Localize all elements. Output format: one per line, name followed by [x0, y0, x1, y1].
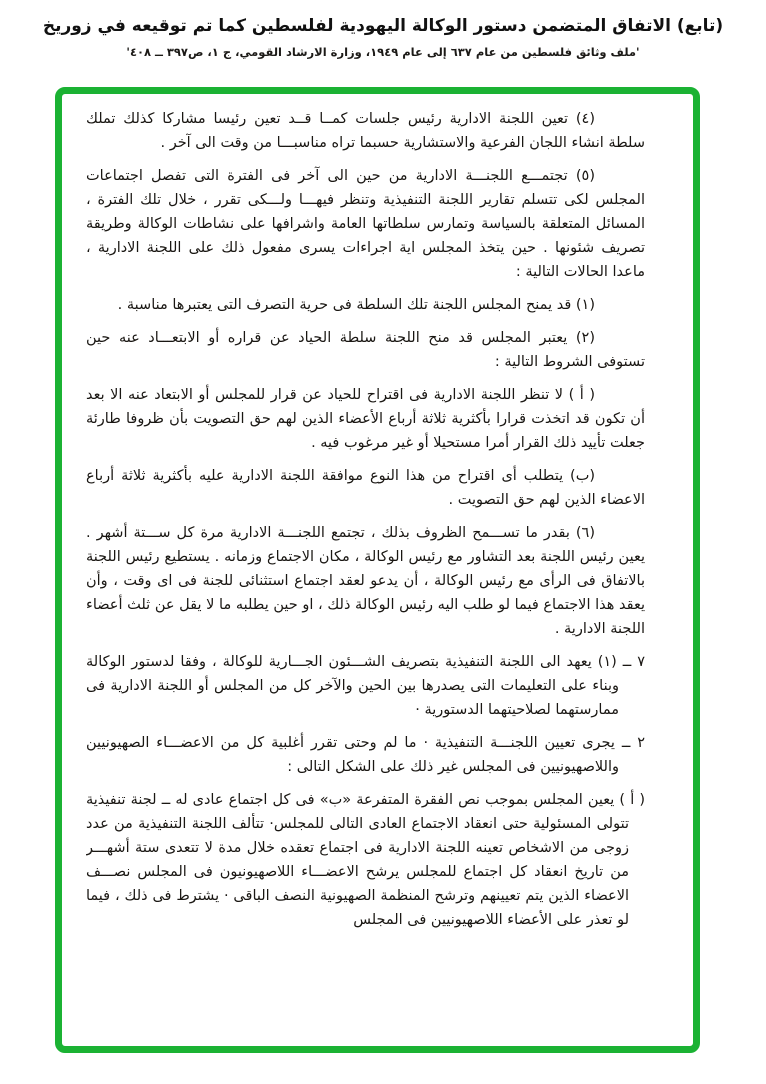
article-7-item-2: ٢ ــ يجرى تعيين اللجنـــة التنفيذية · ما لم وحتى تقرر أغلبية كل من الاعضـــاء الصهيونيين واللاصهيونيين فى المجلس غير ذلك على الشكل التالى :	[86, 735, 645, 775]
clause-5-item-2-a: ( أ ) لا تنظر اللجنة الادارية فى اقتراح للحياد عن قرار للمجلس أو الابتعاد عنه الا بعد أن تكون قد اتخذت قرارا بأكثرية ثلاثة أرباع الأعضاء الذين لهم حق التصويت بأن ظروفا طارئة جعلت تأييد ذلك القرار أمرا مستحيلا أو غير مرغوب فيه .	[86, 387, 645, 451]
source-citation: 'ملف وثائق فلسطين من عام ٦٣٧ إلى عام ١٩٤٩، وزارة الارشاد القومي، ج ١، ص٣٩٧ ــ ٤٠٨'	[126, 45, 640, 59]
clause-6: (٦) بقدر ما تســـمح الظروف بذلك ، تجتمع اللجنـــة الادارية مرة كل ســـتة أشهر . يعين رئيس اللجنة بعد التشاور مع رئيس الوكالة ، مكان الاجتماع وزمانه . يستطيع رئيس اللجنة بالاتفاق فى الرأى مع رئيس الوكالة ، أن يدعو لعقد اجتماع استثنائى للجنة فى اى وقت ، وأن يعقد هذا الاجتماع فيما لو طلب اليه رئيس الوكالة ذلك ، او حين يطلبه ما لا يقل عن ثلث أعضاء اللجنة الادارية .	[86, 525, 645, 637]
clause-5-item-2: (٢) يعتبر المجلس قد منح اللجنة سلطة الحياد عن قراره أو الابتعـــاد عنه حين تستوفى الشروط التالية :	[86, 330, 645, 370]
clause-5-item-2-b: (ب) يتطلب أى اقتراح من هذا النوع موافقة اللجنة الادارية عليه بأكثرية ثلاثة أرباع الاعضاء الذين لهم حق التصويت .	[86, 468, 645, 508]
doc-header	[0, 16, 766, 59]
highlight-frame	[55, 87, 700, 1053]
article-7-item-2-a: ( أ ) يعين المجلس بموجب نص الفقرة المتفرعة «ب» فى كل اجتماع عادى له ــ لجنة تنفيذية تتولى المسئولية حتى انعقاد الاجتماع العادى التالى للمجلس· تتألف اللجنة التنفيذية من عدد زوجى من الاشخاص تعينه اللجنة الادارية فى اجتماع تعقده خلال مدة لا تتعدى ستة أشهـــر من تاريخ انعقاد كل اجتماع للمجلس يرشح الاعضـــاء اللاصهيونيون فى المجلس نصـــف الاعضاء الذين يتم تعيينهم وترشح المنظمة الصهيونية النصف الباقى · يشترط فى ذلك ، فيما لو تعذر على الأعضاء اللاصهيونيين فى المجلس	[86, 792, 645, 928]
clause-5: (٥) تجتمـــع اللجنـــة الادارية من حين الى آخر فى الفترة التى تفصل اجتماعات المجلس لكى تتسلم تقارير اللجنة التنفيذية وتنظر فيهـــا ولـــكى تقرر ، خلال تلك الفترة ، المسائل المتعلقة بالسياسة وتمارس سلطاتها العامة واشرافها على نشاطات الوكالة وطريقة تصريف شئونها . حين يتخذ المجلس اية اجراءات يسرى مفعول ذلك على اللجنة الادارية ، ماعدا الحالات التالية :	[86, 168, 645, 280]
document-text-block	[86, 107, 645, 1038]
clause-5-item-1: (١) قد يمنح المجلس اللجنة تلك السلطة فى حرية التصرف التى يعتبرها مناسبة .	[117, 297, 595, 313]
clause-4: (٤) تعين اللجنة الادارية رئيس جلسات كمــا قــد تعين رئيسا مشاركا كذلك تملك سلطة انشاء اللجان الفرعية والاستشارية حسبما تراه مناسبـــا من وقت الى آخر .	[86, 111, 645, 151]
article-7-item-1: ٧ ــ (١) يعهد الى اللجنة التنفيذية بتصريف الشـــئون الجـــارية للوكالة ، وفقا لدستور الوكالة وبناء على التعليمات التى يصدرها بين الحين والآخر كل من المجلس أو اللجنة الادارية فى ممارستهما لصلاحيتهما الدستورية ·	[86, 654, 645, 718]
page-title: (تابع) الاتفاق المتضمن دستور الوكالة اليهودية لفلسطين كما تم توقيعه في زوريخ	[42, 16, 724, 36]
